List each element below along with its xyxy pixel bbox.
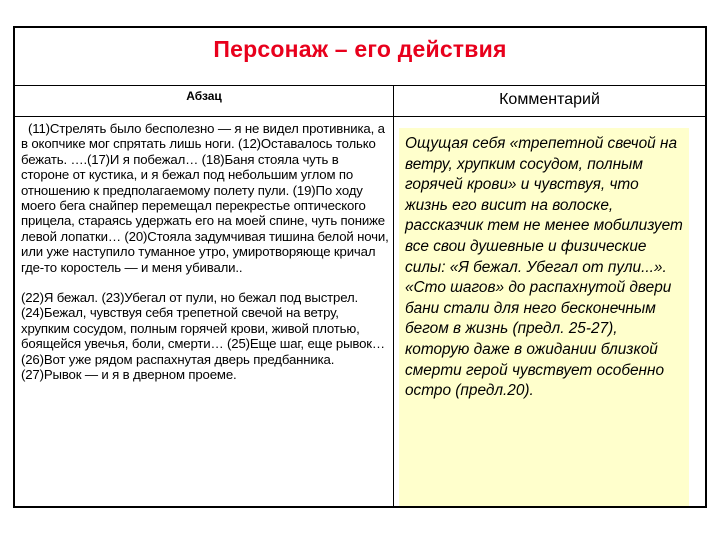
column-divider — [393, 86, 394, 508]
paragraph-text-1-content: (11)Стрелять было бесполезно — я не видел противника, а в окопчике мог спрятать лишь ноги. (12)Оставалось только бежать. ….(17)И я побежал… (18)Баня стояла чуть в стороне от кустика, и я бежал под небольшим углом по отношению к предполагаемому полету пули. (19)По ходу моего бега снайпер перемещал перекрестье оптического прицела, стараясь удержать его на моей спине, чуть пониже левой лопатки… (20)Стояла задумчивая тишина белой ночи, или уже наступило туманное утро, умиротворяюще кричал где-то коростель — и меня убивали.. — [21, 121, 389, 275]
header-row — [15, 86, 705, 117]
column-header-paragraph: Абзац — [186, 89, 222, 103]
column-header-comment: Комментарий — [499, 91, 600, 108]
slide-table — [13, 26, 707, 508]
title-row — [15, 28, 705, 86]
paragraph-text-2: (22)Я бежал. (23)Убегал от пули, но бежал под выстрел. (24)Бежал, чувствуя себя трепетной свечой на ветру, хрупким сосудом, полным горячей крови, живой плотью, боящейся увечья, боли, смерти… (25)Еще шаг, еще рывок… (26)Вот уже рядом распахнутая дверь предбанника. (27)Рывок — и я в дверном проеме. — [21, 290, 385, 383]
slide-title: Персонаж – его действия — [213, 36, 507, 62]
paragraph-text-cell — [21, 121, 389, 383]
comment-box: Ощущая себя «трепетной свечой на ветру, хрупким сосудом, полным горячей крови» и чувствуя, что жизнь его висит на волоске, рассказчик тем не менее мобилизует все свои душевные и физические силы: «Я бежал. Убегал от пули...». «Сто шагов» до распахнутой двери бани стали для него бесконечным бегом в жизнь (предл. 25-27), которую даже в ожидании близкой смерти герой чувствует особенно остро (предл.20). — [399, 128, 689, 506]
paragraph-text-1 — [21, 121, 389, 275]
